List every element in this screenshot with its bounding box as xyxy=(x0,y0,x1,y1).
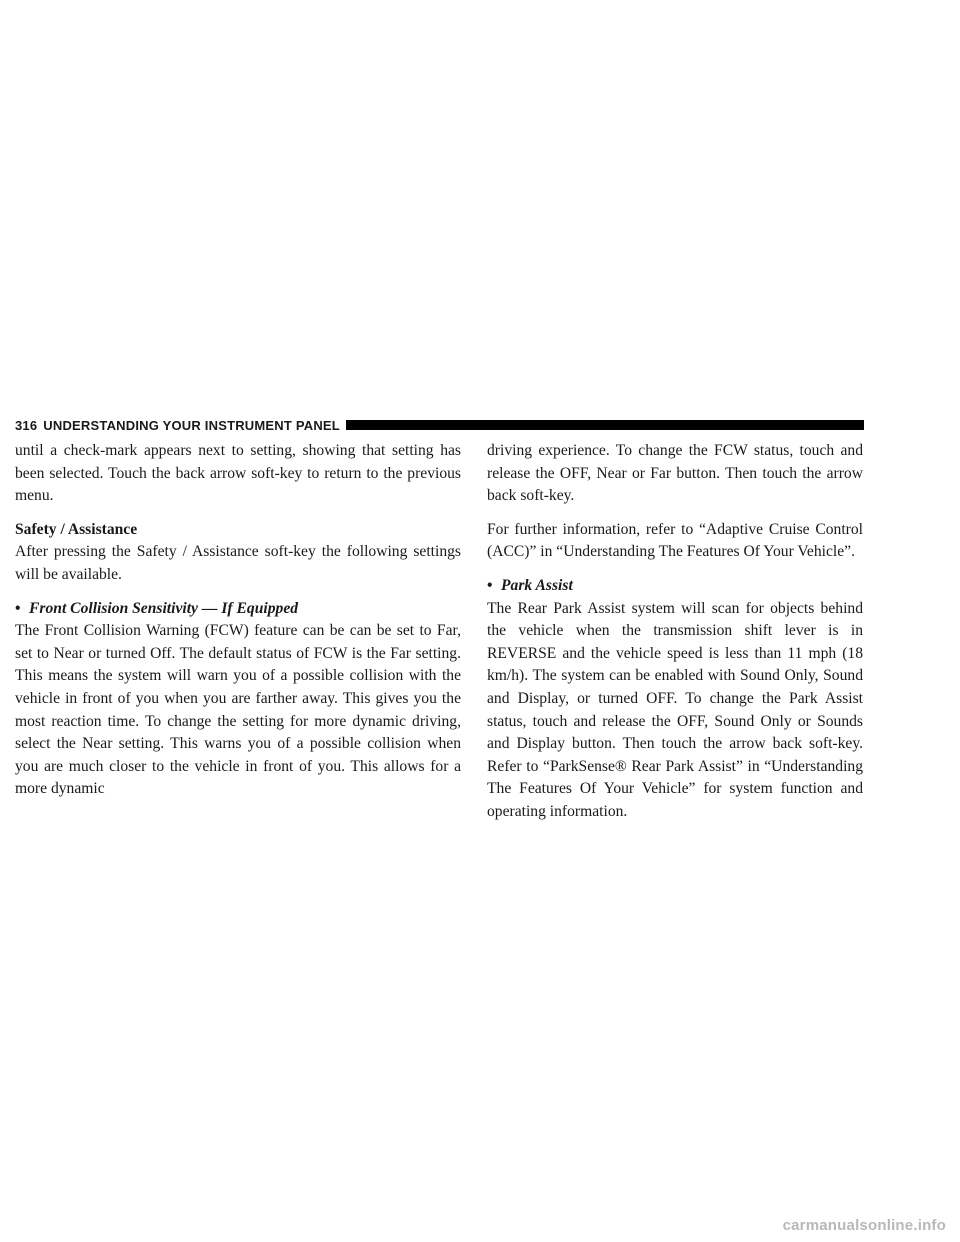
park-assist-title: Park Assist xyxy=(501,576,573,594)
bullet-icon: • xyxy=(15,599,21,617)
park-assist-heading xyxy=(487,575,863,598)
page-number: 316 xyxy=(15,417,38,433)
bullet-icon: • xyxy=(487,576,493,594)
safety-assistance-heading: Safety / Assistance xyxy=(15,520,138,538)
header-rule xyxy=(346,420,864,430)
acc-reference-paragraph: For further information, refer to “Adaptive Cruise Control (ACC)” in “Understanding The Features Of Your Vehicle”. xyxy=(487,520,863,561)
right-column xyxy=(487,440,863,835)
front-collision-sensitivity-paragraph: The Front Collision Warning (FCW) feature can be can be set to Far, set to Near or turned Off. The default status of FCW is the Far setting. This means the system will warn you of a possible collision with the vehicle in front of you when you are farther away. This gives you the most reaction time. To change the setting for more dynamic driving, select the Near setting. This warns you of a possible collision when you are much closer to the vehicle in front of you. This allows for a more dynamic xyxy=(15,622,461,798)
page-header xyxy=(15,416,864,434)
watermark-text: carmanualsonline.info xyxy=(782,1217,946,1234)
section-title: UNDERSTANDING YOUR INSTRUMENT PANEL xyxy=(43,417,340,433)
left-column xyxy=(15,440,461,812)
intro-paragraph: until a check-mark appears next to setting, showing that setting has been selected. Touch the back arrow soft-key to return to the previous menu. xyxy=(15,442,461,505)
fcw-continued-paragraph: driving experience. To change the FCW status, touch and release the OFF, Near or Far button. Then touch the arrow back soft-key. xyxy=(487,442,863,505)
front-collision-sensitivity-title: Front Collision Sensitivity — If Equipped xyxy=(29,599,299,617)
front-collision-sensitivity-heading xyxy=(15,598,461,621)
park-assist-paragraph: The Rear Park Assist system will scan for objects behind the vehicle when the transmission shift lever is in REVERSE and the vehicle speed is less than 11 mph (18 km/h). The system can be enabled with Sound Only, Sound and Display, or turned OFF. To change the Park Assist status, touch and release the OFF, Sound Only or Sounds and Display button. Then touch the arrow back soft-key. Refer to “ParkSense® Rear Park Assist” in “Understanding The Features Of Your Vehicle” for system function and operating information. xyxy=(487,599,863,820)
safety-assistance-paragraph: After pressing the Safety / Assistance soft-key the following settings will be available. xyxy=(15,543,461,583)
